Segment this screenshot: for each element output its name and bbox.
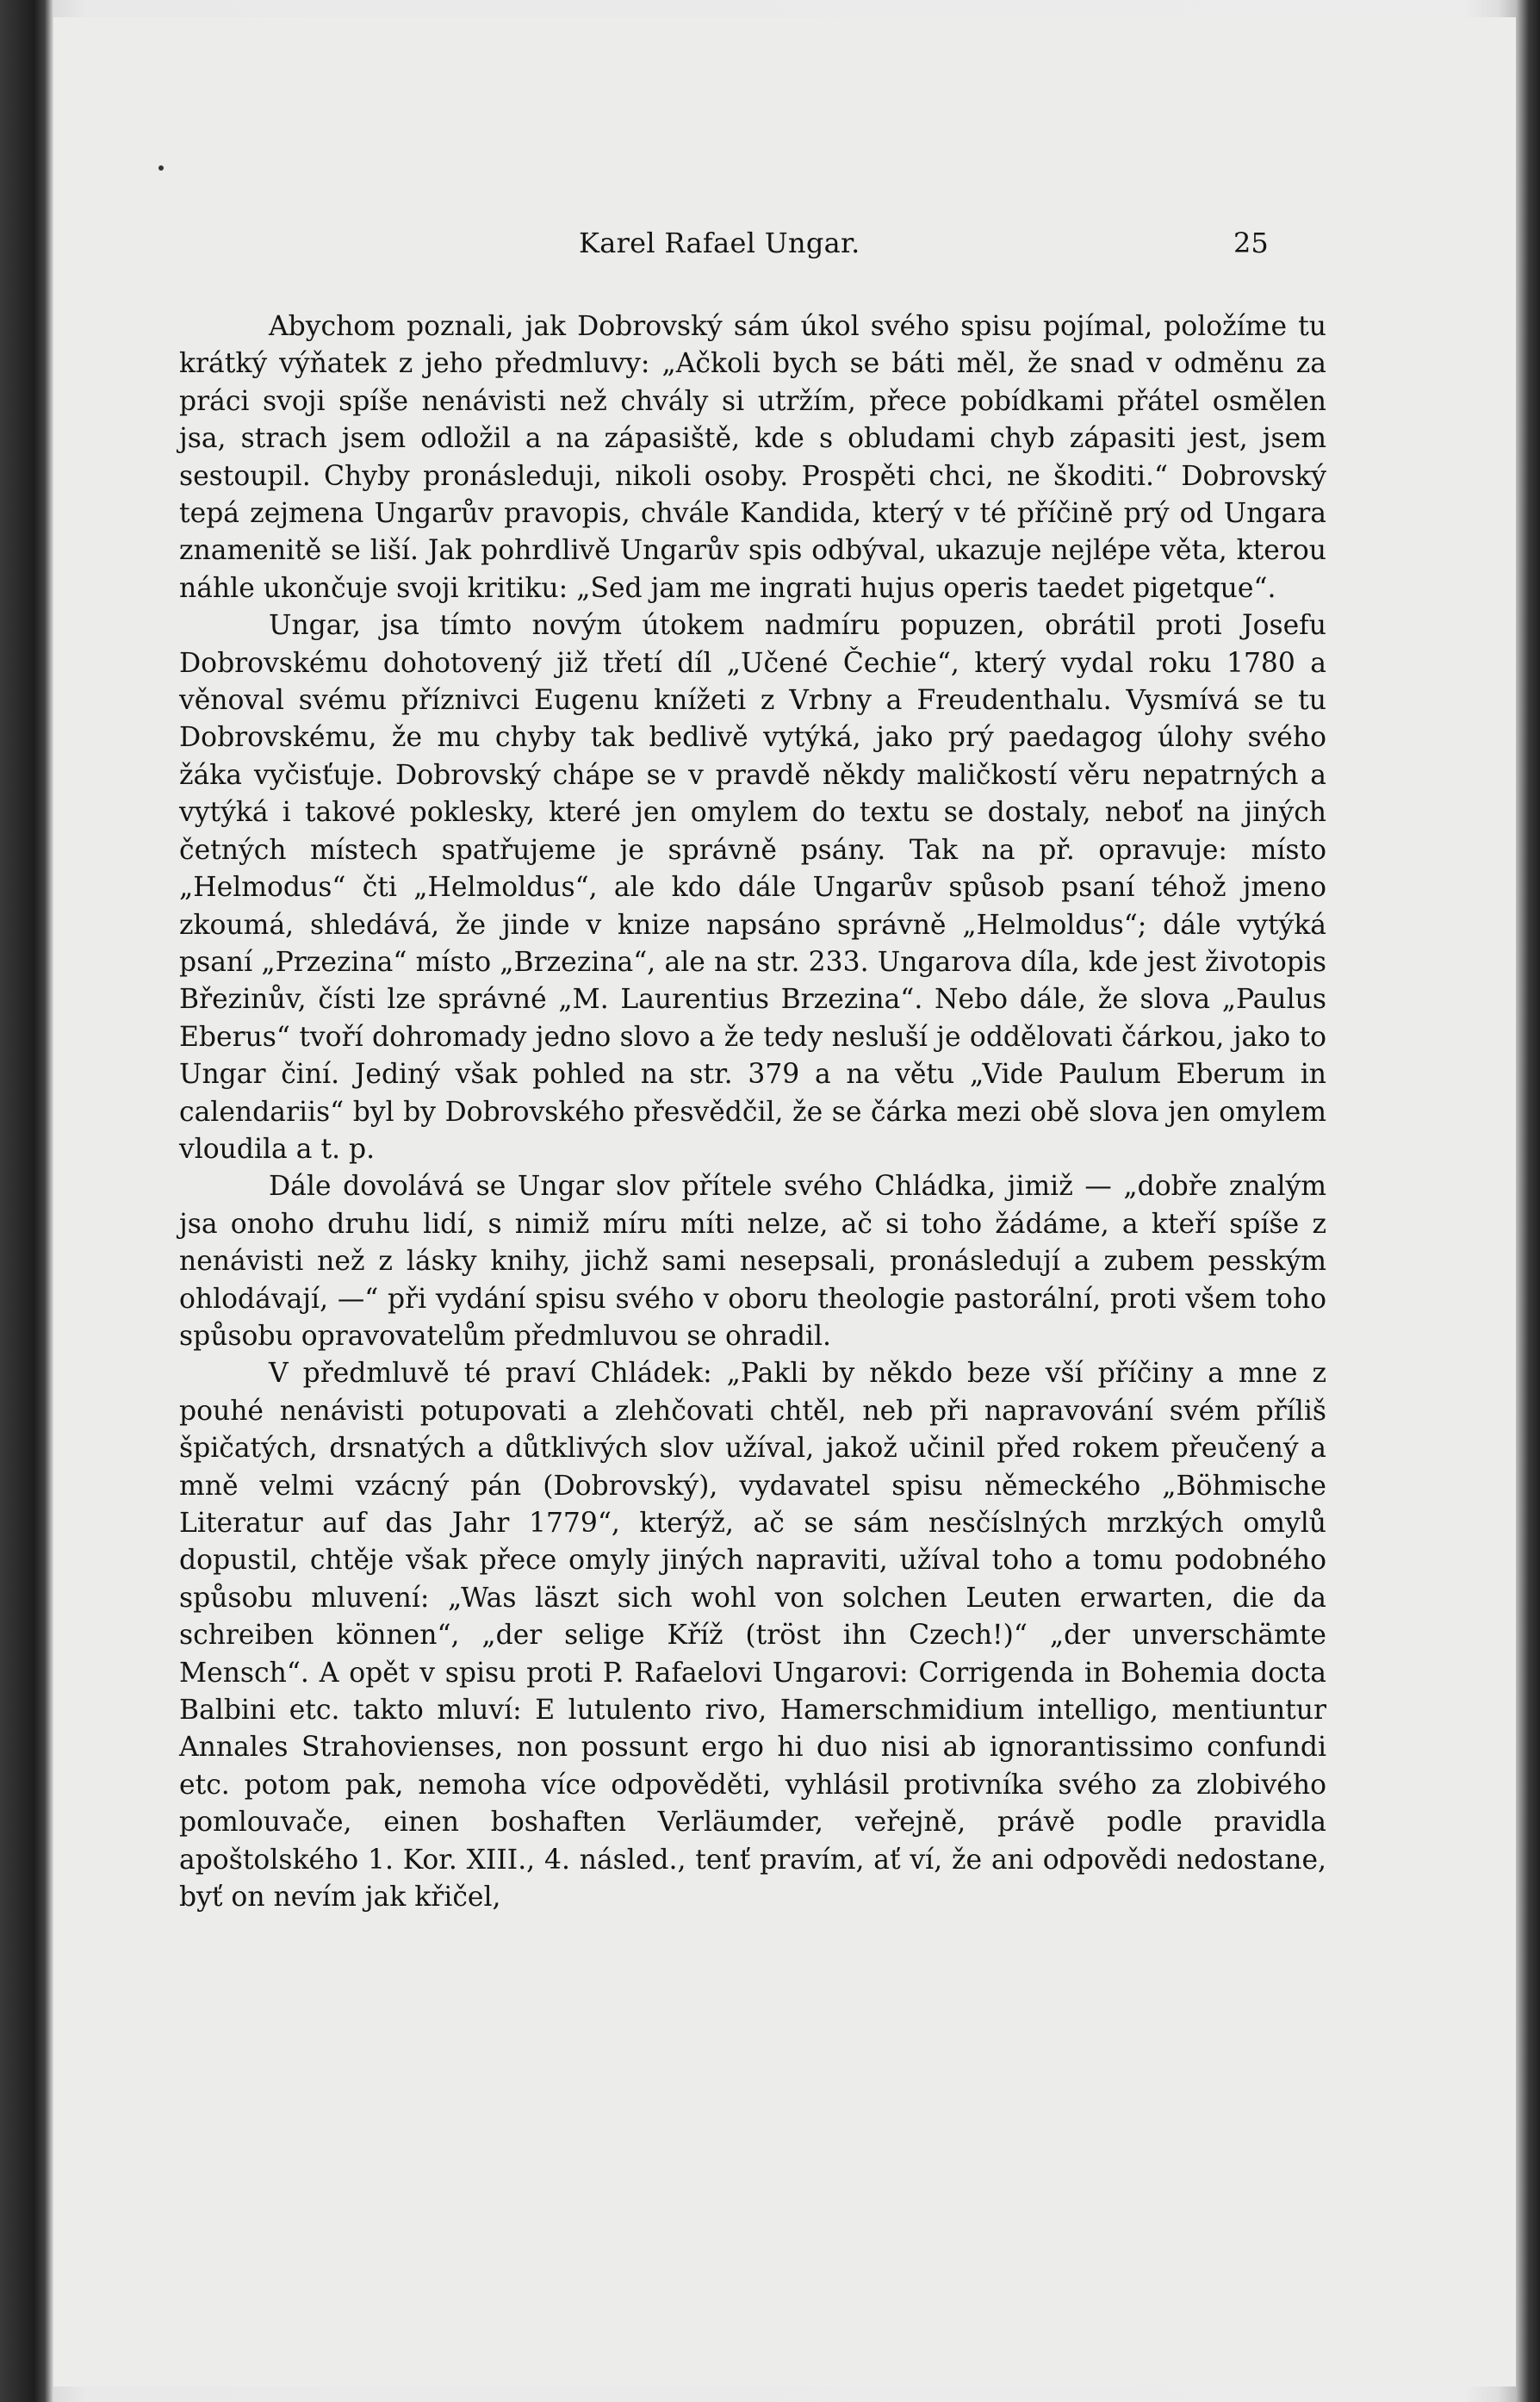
paragraph: Ungar, jsa tímto novým útokem nadmíru popuzen, obrátil proti Josefu Dobrovskému dohotovený již třetí díl „Učené Čechie“, který vydal roku 1780 a věnoval svému příznivci Eugenu knížeti z Vrbny a Freudenthalu. Vysmívá se tu Dobrovskému, že mu chyby tak bedlivě vytýká, jako prý paedagog úlohy svého žáka vyčisťuje. Dobrovský chápe se v pravdě někdy maličkostí věru nepatrných a vytýká i takové poklesky, které jen omylem do textu se dostaly, neboť na jiných četných místech spatřujeme je správně psány. Tak na př. opravuje: místo „Helmodus“ čti „Helmoldus“, ale kdo dále Ungarův spůsob psaní téhož jmeno zkoumá, shledává, že jinde v knize napsáno správně „Helmoldus“; dále vytýká psaní „Przezina“ místo „Brzezina“, ale na str. 233. Ungarova díla, kde jest životopis Březinův, čísti lze správné „M. Laurentius Brzezina“. Nebo dále, že slova „Paulus Eberus“ tvoří dohromady jedno slovo a že tedy nesluší je oddělovati čárkou, jako to Ungar činí. Jediný však pohled na str. 379 a na větu „Vide Paulum Eberum in calendariis“ byl by Dobrovského přesvědčil, že se čárka mezi obě slova jen omylem vloudila a t. p. bbox=[179, 610, 1326, 1165]
page-header bbox=[53, 227, 1516, 266]
running-head: Karel Rafael Ungar. bbox=[579, 227, 860, 259]
ink-speck bbox=[158, 165, 164, 171]
body-text bbox=[179, 308, 1326, 1916]
paragraph: Dále dovolává se Ungar slov přítele svého Chládka, jimiž — „dobře znalým jsa onoho druhu lidí, s nimiž míru míti nelze, ač si toho žádáme, a kteří spíše z nenávisti než z lásky knihy, jichž sami nesepsali, pronásledují a zubem pesským ohlodávají, —“ při vydání spisu svého v oboru theologie pastorální, proti všem toho spůsobu opravovatelům předmluvou se ohradil. bbox=[179, 1171, 1326, 1352]
paragraph: V předmluvě té praví Chládek: „Pakli by někdo beze vší příčiny a mne z pouhé nenávisti potupovati a zlehčovati chtěl, neb při napravování svém příliš špičatých, drsnatých a důtklivých slov užíval, jakož učinil před rokem přeučený a mně velmi vzácný pán (Dobrovský), vydavatel spisu německého „Böhmische Literatur auf das Jahr 1779“, kterýž, ač se sám nesčíslných mrzkých omylů dopustil, chtěje však přece omyly jiných napraviti, užíval toho a tomu podobného spůsobu mluvení: „Was läszt sich wohl von solchen Leuten erwarten, die da schreiben können“, „der selige Kříž (tröst ihn Czech!)“ „der unverschämte Mensch“. A opět v spisu proti P. Rafaelovi Ungarovi: Corrigenda in Bohemia docta Balbini etc. takto mluví: E lutulento rivo, Hamerschmidium intelligo, mentiuntur Annales Strahovienses, non possunt ergo hi duo nisi ab ignorantissimo confundi etc. potom pak, nemoha více odpověděti, vyhlásil protivníka svého za zlobivého pomlouvače, einen boshaften Verläumder, veřejně, právě podle pravidla apoštolského 1. Kor. XIII., 4. násled., tenť pravím, ať ví, že ani odpovědi nedostane, byť on nevím jak křičel, bbox=[179, 1358, 1326, 1914]
page-number: 25 bbox=[1233, 227, 1269, 259]
book-page bbox=[53, 17, 1516, 2386]
paragraph: Abychom poznali, jak Dobrovský sám úkol svého spisu pojímal, položíme tu krátký výňatek z jeho předmluvy: „Ačkoli bych se báti měl, že snad v odměnu za práci svoji spíše nenávisti než chvály si utržím, přece pobídkami přátel osmělen jsa, strach jsem odložil a na zápasiště, kde s obludami chyb zápasiti jest, jsem sestoupil. Chyby pronásleduji, nikoli osoby. Prospěti chci, ne škoditi.“ Dobrovský tepá zejmena Ungarův pravopis, chvále Kandida, který v té příčině prý od Ungara znamenitě se liší. Jak pohrdlivě Ungarův spis odbýval, ukazuje nejlépe věta, kterou náhle ukončuje svoji kritiku: „Sed jam me ingrati hujus operis taedet pigetque“. bbox=[179, 311, 1326, 604]
